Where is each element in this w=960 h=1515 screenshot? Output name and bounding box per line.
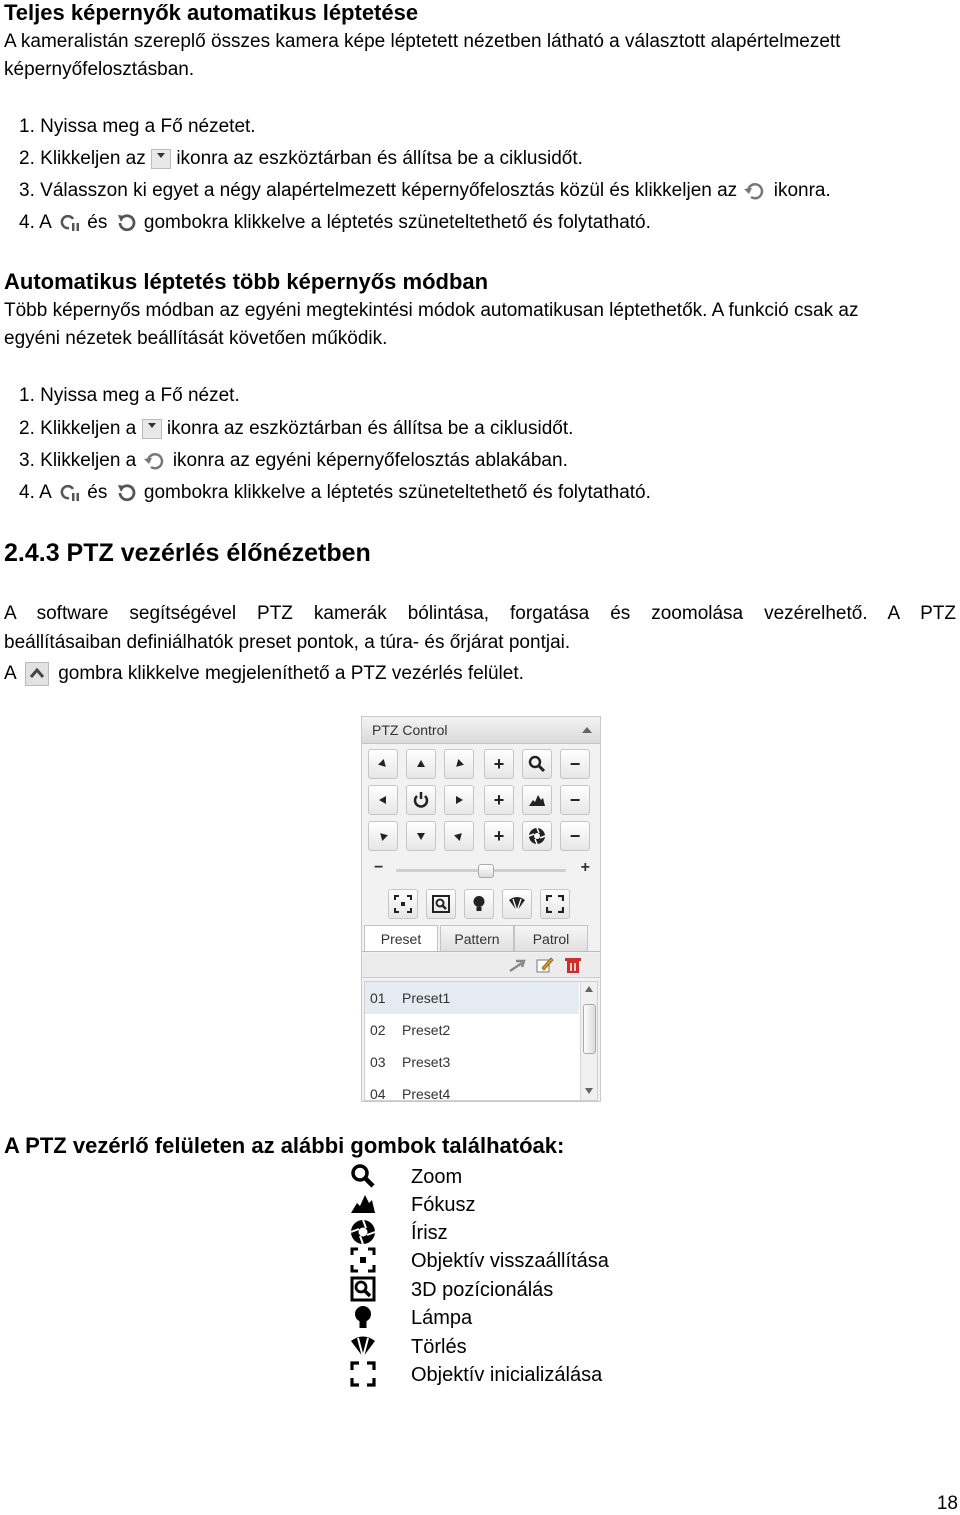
- dropdown-arrow-icon: [151, 149, 171, 169]
- section3-line3: A gombra klikkelve megjeleníthető a PTZ vezérlés felület.: [4, 663, 524, 684]
- delete-icon[interactable]: [564, 956, 582, 979]
- resume-cycle-icon: [113, 482, 139, 504]
- legend-item-lens-reset: Objektív visszaállítása: [411, 1250, 609, 1272]
- zoom-icon[interactable]: [522, 749, 552, 779]
- section3-line1: A software segítségével PTZ kamerák bólintása, forgatása és zoomolása vezérelhető. A PTZ: [4, 603, 956, 624]
- scroll-up-icon: [585, 986, 593, 992]
- lamp-icon[interactable]: [464, 889, 494, 919]
- legend-item-iris: Írisz: [411, 1222, 448, 1244]
- cycle-start-icon: [742, 180, 768, 202]
- 3d-position-icon: [350, 1276, 376, 1302]
- list-item[interactable]: 01 Preset1: [365, 982, 579, 1014]
- preset-list-scrollbar[interactable]: [580, 982, 597, 1100]
- pan-up-right-button[interactable]: [444, 749, 474, 779]
- section2-line1: Több képernyős módban az egyéni megtekintési módok automatikusan léptethetők. A funkció csak az: [4, 300, 859, 321]
- speed-plus-icon[interactable]: +: [580, 859, 590, 876]
- iris-close-button[interactable]: −: [560, 821, 590, 851]
- lens-reset-icon: [350, 1247, 376, 1273]
- s1-step-4: 4. A és gombokra klikkelve a léptetés szüneteltethető és folytatható.: [19, 212, 651, 233]
- call-preset-icon[interactable]: [508, 957, 526, 978]
- pause-cycle-icon: [56, 482, 82, 504]
- s1-step-1: 1. Nyissa meg a Fő nézetet.: [19, 116, 256, 137]
- focus-near-button[interactable]: +: [484, 785, 514, 815]
- ptz-tabs: [362, 925, 600, 952]
- cycle-start-icon: [142, 450, 168, 472]
- page-number: 18: [936, 1493, 958, 1514]
- edit-icon[interactable]: [536, 956, 554, 979]
- section1-paragraph: [4, 28, 960, 84]
- section2-line2: egyéni nézetek beállítását követően működik.: [4, 328, 388, 349]
- legend-heading: A PTZ vezérlő felületen az alábbi gombok találhatóak:: [4, 1133, 565, 1158]
- focus-icon[interactable]: [522, 785, 552, 815]
- list-item[interactable]: 02 Preset2: [370, 1022, 451, 1038]
- lens-init-icon[interactable]: [540, 889, 570, 919]
- zoom-in-button[interactable]: +: [484, 749, 514, 779]
- s2-step-2: 2. Klikkeljen a ikonra az eszköztárban és állítsa be a ciklusidőt.: [19, 418, 574, 439]
- resume-cycle-icon: [113, 212, 139, 234]
- section2-heading: Automatikus léptetés több képernyős módban: [4, 269, 489, 294]
- section2-paragraph: [4, 297, 960, 353]
- legend-item-lens-init: Objektív inicializálása: [411, 1364, 603, 1386]
- ptz-control-panel: [361, 716, 601, 1102]
- pan-left-button[interactable]: [368, 785, 398, 815]
- speed-minus-icon[interactable]: −: [374, 859, 384, 876]
- scroll-down-icon: [585, 1088, 593, 1094]
- tab-patrol[interactable]: Patrol: [514, 925, 588, 951]
- s1-step-2: 2. Klikkeljen az ikonra az eszköztárban és állítsa be a ciklusidőt.: [19, 148, 583, 169]
- scrollbar-thumb[interactable]: [583, 1004, 596, 1054]
- preset-list: [364, 981, 598, 1101]
- focus-icon: [350, 1191, 376, 1217]
- iris-icon[interactable]: [522, 821, 552, 851]
- lens-reset-icon[interactable]: [388, 889, 418, 919]
- dropdown-arrow-icon: [142, 419, 162, 439]
- pan-right-button[interactable]: [444, 785, 474, 815]
- iris-icon: [350, 1219, 376, 1245]
- speed-slider[interactable]: [370, 861, 594, 879]
- list-item[interactable]: 03 Preset3: [370, 1054, 451, 1070]
- collapse-icon[interactable]: [582, 727, 592, 733]
- speed-slider-thumb[interactable]: [478, 864, 494, 878]
- legend-item-3d-position: 3D pozícionálás: [411, 1279, 554, 1301]
- pan-down-left-button[interactable]: [368, 821, 398, 851]
- legend-item-wiper: Törlés: [411, 1336, 467, 1358]
- tab-preset[interactable]: Preset: [364, 925, 438, 951]
- pan-up-left-button[interactable]: [368, 749, 398, 779]
- s1-step-3: 3. Válasszon ki egyet a négy alapértelmezett képernyőfelosztás közül és klikkeljen az ikonra.: [19, 180, 831, 201]
- section3-line2: beállításaiban definiálhatók preset pontok, a túra- és őrjárat pontjai.: [4, 632, 571, 653]
- list-item[interactable]: 04 Preset4: [370, 1086, 451, 1101]
- zoom-out-button[interactable]: −: [560, 749, 590, 779]
- legend-item-lamp: Lámpa: [411, 1307, 473, 1329]
- legend-item-zoom: Zoom: [411, 1166, 463, 1188]
- s2-step-1: 1. Nyissa meg a Fő nézet.: [19, 385, 240, 406]
- zoom-icon: [350, 1163, 376, 1189]
- pan-up-button[interactable]: [406, 749, 436, 779]
- s2-step-3: 3. Klikkeljen a ikonra az egyéni képernyőfelosztás ablakában.: [19, 450, 568, 471]
- 3d-position-icon[interactable]: [426, 889, 456, 919]
- pan-down-button[interactable]: [406, 821, 436, 851]
- s2-step-4: 4. A és gombokra klikkelve a léptetés szüneteltethető és folytatható.: [19, 482, 651, 503]
- section1-heading: Teljes képernyők automatikus léptetése: [4, 0, 419, 25]
- preset-toolbar: [362, 953, 600, 978]
- iris-open-button[interactable]: +: [484, 821, 514, 851]
- wiper-icon: [350, 1333, 376, 1359]
- wiper-icon[interactable]: [502, 889, 532, 919]
- pause-cycle-icon: [56, 212, 82, 234]
- section1-line2: képernyőfelosztásban.: [4, 59, 195, 80]
- section3-heading: 2.4.3 PTZ vezérlés élőnézetben: [4, 539, 371, 567]
- ptz-panel-title: PTZ Control: [362, 717, 600, 744]
- section1-line1: A kameralistán szereplő összes kamera képe léptetett nézetben látható a választott alapértelmezett: [4, 31, 841, 52]
- focus-far-button[interactable]: −: [560, 785, 590, 815]
- lamp-icon: [350, 1304, 376, 1330]
- pan-down-right-button[interactable]: [444, 821, 474, 851]
- legend-item-focus: Fókusz: [411, 1194, 476, 1216]
- tab-pattern[interactable]: Pattern: [440, 925, 514, 951]
- auto-pan-button[interactable]: [406, 785, 436, 815]
- ptz-toggle-icon: [25, 662, 49, 686]
- lens-init-icon: [350, 1361, 376, 1387]
